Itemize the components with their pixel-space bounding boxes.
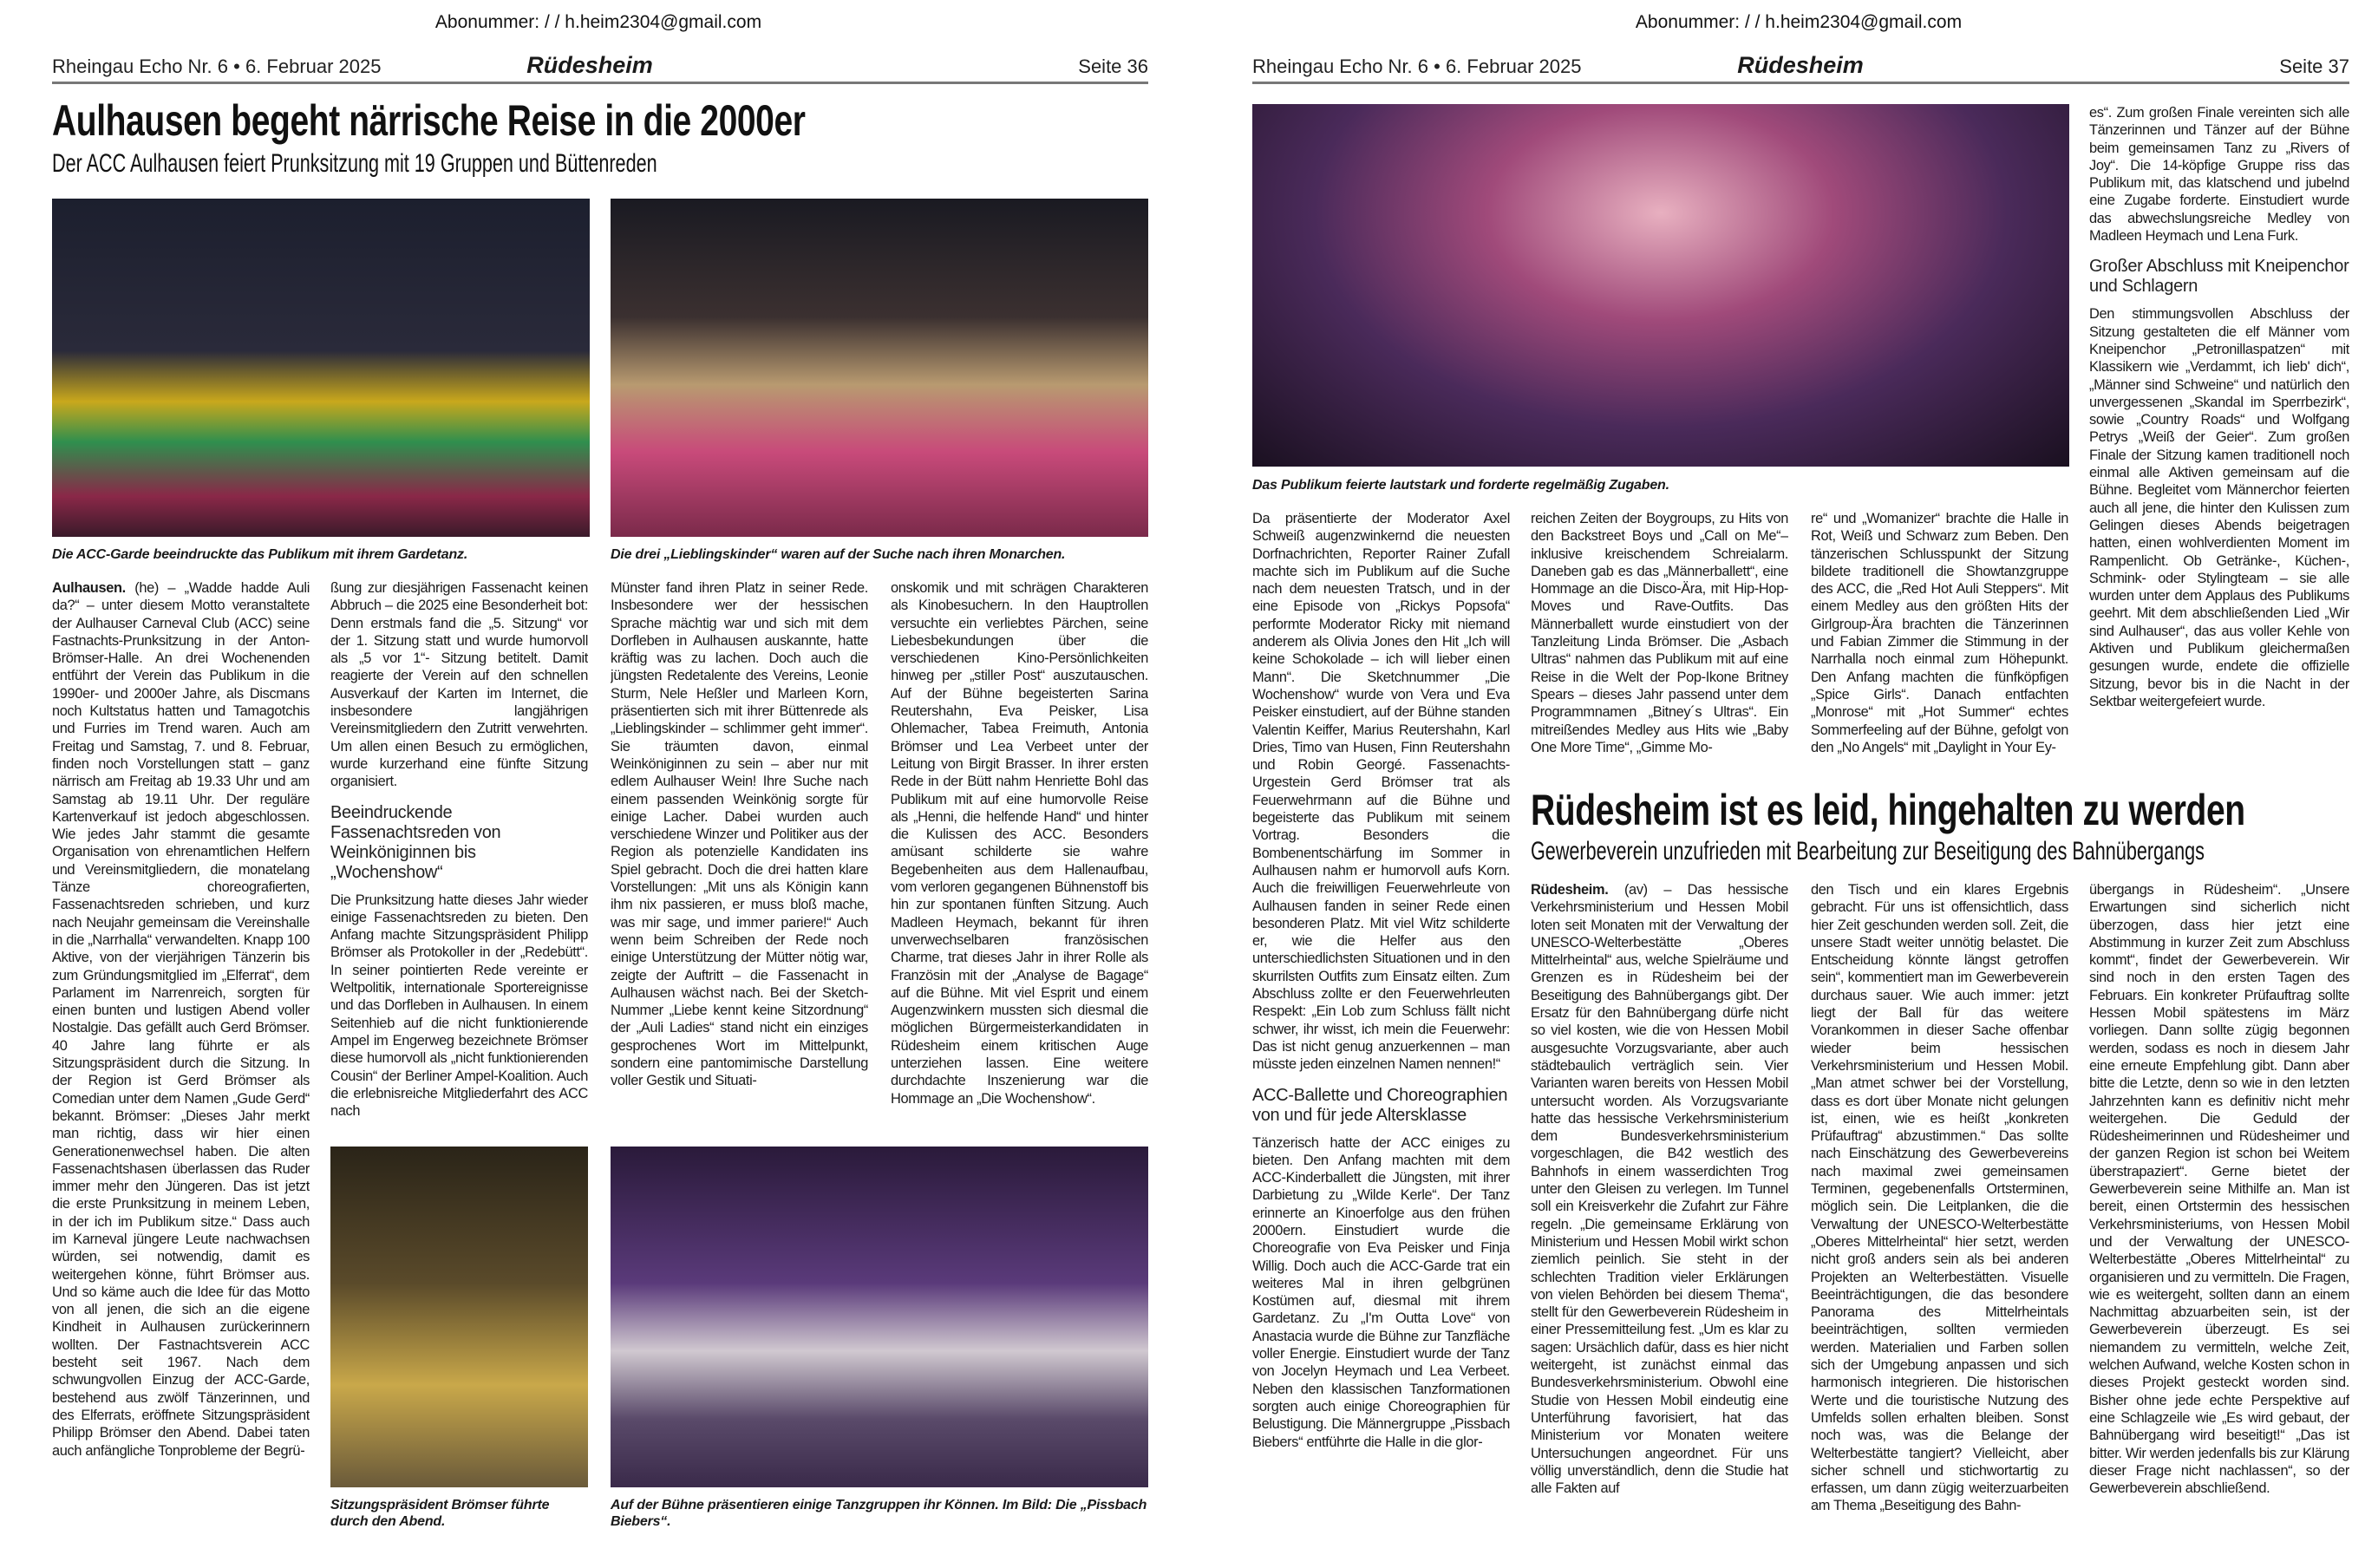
section-title: Rüdesheim xyxy=(1737,52,1864,78)
photo-audience xyxy=(1252,104,2069,467)
article-column-4: onskomik und mit schrägen Charakteren als Kinobesuchern. In den Hauptrollen versuchte ein verliebtes Pärchen, seine Liebesbekundungen über die verschiedenen Kino-Persönlichkeiten hinweg per „stiller Post“ auszutauschen. Auf der Bühne begeisterten Sarina Reutershahn, Eva Peisker, Lisa Ohlemacher, Tabea Freimuth, Antonia Brömser und Lea Verbeet unter der Leitung von Birgit Brasser. In ihrer ersten Rede in der Bütt nahm Henriette Bohl das Publikum mit auf eine humorvolle Reise als „Henni, die helfende Hand“ und hinter die Kulissen des ACC. Besonders amüsant schilderte sie wahre Begebenheiten aus dem Hallenaufbau, vom verloren gegangenen Bühnenstoff bis hin zur spontanen fünften Sitzung. Auch Madleen Heymach, bekannt für ihren unverwechselbaren französischen Charme, trat dieses Jahr in ihrer Rolle als Französin mit der „Analyse de Bagage“ auf die Bühne. Mit viel Esprit und einem Augenzwinkern mussten sich diesmal die möglichen Bürgermeisterkandidaten in Rüdesheim einem kritischen Auge unterziehen lassen. Eine weitere durchdachte Inszenierung war die Hommage an „Die Wochenshow“. xyxy=(891,580,1148,1107)
column-text: Tänzerisch hatte der ACC einiges zu bieten. Den Anfang machten mit dem ACC-Kinderballett die Jüngsten, mit ihrer Darbietung zu „Wilde Kerle“. Der Tanz erinnerte an Kinoerfolge aus den frühen 2000ern. Einstudiert wurde die Choreografie von Eva Peisker und Finja Willig. Doch auch die ACC-Garde trat ein weiteres Mal in ihren gelbgrünen Kostümen auf, diesmal mit ihrem Gardetanz. Zu „I'm Outta Love“ von Anastacia wurde die Bühne zur Tanzfläche voller Energie. Einstudiert wurde der Tanz von Jocelyn Heymach und Lea Verbeet. Neben den klassischen Tanzformationen sorgten auch einige Choreographien für Belustigung. Die Männergruppe „Pissbach Biebers“ entführte die Halle in die glor- xyxy=(1252,1134,1510,1450)
photo-garde-dance xyxy=(52,199,590,537)
photo-lieblingskinder xyxy=(611,199,1148,537)
header-rule xyxy=(52,82,1148,84)
article2-column-2: den Tisch und ein klares Ergebnis gebracht. Für uns ist offensichtlich, dass hier Zeit geschunden werden soll. Zeit, die unsere Stadt weiter unnötig belastet. Die Entscheidung könnte längst getroffen sein“, kommentiert man im Gewerbeverein durchaus sauer. Wie auch immer: jetzt liegt der Ball für das weitere Vorankommen in dieser Sache offenbar wieder beim hessischen Verkehrsministerium und Hessen Mobil. „Man atmet schwer bei der Vorstellung, dass es dort über Monate nicht gelungen ist, einen, wie es heißt „konkreten Prüfauftrag“ abzustimmen.“ Das sollte nach Einschätzung des Gewerbevereins nach maximal zwei gemeinsamen Terminen, gegebenenfalls Ortsterminen, möglich sein. Die Leitplanken, die die Verwaltung der UNESCO-Welterbestätte „Oberes Mittelrheintal“ hier setzt, werden nicht groß anders sein als bei anderen Projekten an Welterbestätten. Visuelle Beeinträchtigungen, die das besondere Panorama des Mittelrheintals beeinträchtigen, sollten vermieden werden. Materialien und Farben sollen sich der Umgebung anpassen und sich harmonisch integrieren. Die historischen Werte und die touristische Nutzung des Umfelds sollen erhalten bleiben. Sonst noch was, was die Belange der Welterbestätte tangiert? Vielleicht, aber sicher schnell und stichwortartig zu erfassen, um dann zügig weiterzuarbeiten am Thema „Beseitigung des Bahn- xyxy=(1811,882,2068,1514)
article-column-4 xyxy=(2089,104,2349,779)
masthead: Rheingau Echo Nr. 6 • 6. Februar 2025 xyxy=(1252,56,1582,77)
column-text: (he) – „Wadde hadde Auli da?“ – unter diesem Motto veranstaltete der Aulhauser Carneval Club (ACC) seine Fastnachts-Prunksitzung in der Anton-Brömser-Halle. An drei Wochenenden entführt der Verein das Publikum in die 1990er- und 2000er Jahre, als Discmans noch Kultstatus hatten und Tamagotchis und Furries im Trend waren. Auch am Freitag und Samstag, 7. und 8. Februar, finden noch Vorstellungen statt – ganz närrisch am Freitag ab 19.33 Uhr und am Samstag ab 19.11 Uhr. Der reguläre Kartenverkauf ist jedoch abgeschlossen. Wie jedes Jahr stammt die gesamte Organisation von ehrenamtlichen Helfern und Vereinsmitgliedern, die monatelang Tänze choreografierten, Fassenachtsreden schrieben, und kurz nach Neujahr gemeinsam die Vereinshalle in die „Narrhalla“ verwandelten. Knapp 100 Aktive, von der vierjährigen Tänzerin bis zum Gründungsmitglied im „Elferrat“, dem Parlament im Narrenreich, sorgten für einen bunten und lustigen Abend voller Nostalgie. Das gefällt auch Gerd Brömser. 40 Jahre lang führte er als Sitzungspräsident durch die Sitzung. In der Region ist Gerd Brömser als Comedian unter dem Namen „Gude Gerd“ bekannt. Brömser: „Dieses Jahr merkt man richtig, dass wir hier einen Generationenwechsel haben. Die alten Fassenachtshasen überlassen das Ruder immer mehr den Jüngeren. Das ist jetzt die erste Prunksitzung in meinem Leben, in der ich im Publikum sitze.“ Dass auch im Karneval jüngere Leute nachwachsen würden, sei notwendig, damit es weitergehen könne, führt Brömser aus. Und so käme auch die Idee für das Motto von all jenen, die sich an die eigene Kindheit in Aulhausen zurückerinnern wollten. Der Fastnachtsverein ACC besteht seit 1967. Nach dem schwungvollen Einzug der ACC-Garde, bestehend aus zwölf Tänzerinnen, und des Elferrats, eröffnete Sitzungspräsident Philipp Brömser den Abend. Dabei taten auch anfängliche Tonprobleme der Begrü- xyxy=(52,580,310,1459)
column-text: (av) – Das hessische Verkehrsministerium und Hessen Mobil loten seit Monaten mit der Verwaltung der UNESCO-Welterbestätte „Oberes Mittelrheintal“ aus, welche Spielräume und Grenzen es in Rüdesheim bei der Beseitigung des Bahnübergangs gibt. Der Ersatz für den Bahnübergang dürfe nicht so viel kosten, wie die von Hessen Mobil ausgesuchte Vorzugsvariante, aber auch städtebaulich verträglich sein. Vier Varianten waren bereits von Hessen Mobil untersucht worden. Als Vorzugsvariante hatte das hessische Verkehrsministerium dem Bundesverkehrsministerium vorgeschlagen, die B42 westlich des Bahnhofs in einem wasserdichten Trog unter den Gleisen zu verlegen. Im Tunnel soll ein Kreisverkehr die Zufahrt zur Fähre regeln. „Die gemeinsame Erklärung von Ministerium und Hessen Mobil wirkt schon ziemlich peinlich. Sie steht in der schlechten Tradition vieler Erklärungen von vielen Behörden bei diesem Thema“, stellt für den Gewerbeverein Rüdesheim in einer Pressemitteilung fest. „Um es klar zu sagen: Ursächlich dafür, dass es hier nicht weitergeht, ist zunächst einmal das Bundesverkehrsministerium. Obwohl eine Studie von Hessen Mobil eindeutig eine Unterführung favorisiert, hat das Ministerium vor Monaten weitere Untersuchungen angeordnet. Für uns völlig unverständlich, denn die Studie hat alle Fakten auf xyxy=(1531,882,1788,1497)
article2-column-1 xyxy=(1531,881,1788,1535)
column-subhead: ACC-Ballette und Choreographien von und für jede Altersklasse xyxy=(1252,1085,1508,1125)
subscriber-line: Abonummer: / / h.heim2304@gmail.com xyxy=(434,12,762,32)
photo-president xyxy=(330,1147,588,1487)
page-number: Seite 37 xyxy=(2279,56,2349,77)
article-headline: Aulhausen begeht närrische Reise in die 2000er xyxy=(52,96,806,145)
column-subhead: Großer Abschluss mit Kneipenchor und Schlagern xyxy=(2089,257,2349,297)
photo-caption: Auf der Bühne präsentieren einige Tanzgruppen ihr Können. Im Bild: Die „Pissbach Biebers“. xyxy=(611,1498,1147,1529)
column-text: Da präsentierte der Moderator Axel Schweiß augenzwinkernd die neuesten Dorfnachrichten, Reporter Rainer Zufall machte sich im Publikum auf die Suche nach dem neuesten Tratsch, und in der eine Episode von „Rickys Popsofa“ performte Moderator Ricky mit niemand anderem als Olivia Jones den Hit „Ich will keine Schokolade – ich will lieber einen Mann“. Die Sketchnummer „Die Wochenshow“ wurde von Vera und Eva Peisker einstudiert, auf der Bühne standen Valentin Keiffer, Marius Reutershahn, Karl Dries, Timo van Husen, Finn Reutershahn und Robin Georgé. Fassenachts-Urgestein Gerd Brömser trat als Feuerwehrmann auf die Bühne und begeisterte das Publikum mit seinem Vortrag. Besonders die Bombenentschärfung im Sommer in Aulhausen nahm er humorvoll aufs Korn. Auch die freiwilligen Feuerwehrleute von Aulhausen fanden in seiner Rede einen besonderen Platz. Mit viel Witz schilderte er, wie die Helfer aus den unterschiedlichsten Situationen und in den skurrilsten Outfits zum Einsatz eilten. Zum Abschluss zollte er den Feuerwehrleuten Respekt: „Ein Lob zum Schluss fällt nicht schwer, ihr wisst, ich mein die Feuerwehr: Das ist nicht genug anzuerkennen – man müsste jeden einzelnen Namen nennen!“ xyxy=(1252,511,1510,1073)
column-text: Die Prunksitzung hatte dieses Jahr wieder einige Fassenachtsreden zu bieten. Den Anfang machte Sitzungspräsident Philipp Brömser als Protokoller in der „Redebütt“. In seiner pointierten Rede vereinte er Weltpolitik, internationale Sportereignisse und das Dorfleben in Aulhausen. In einem Seitenhieb auf die nicht funktionierende Ampel im Engerweg bezeichnete Brömser diese humorvoll als „nicht funktionierenden Cousin“ der Berliner Ampel-Koalition. Auch die erlebnisreiche Mitgliederfahrt des ACC nach xyxy=(330,892,588,1120)
header-rule xyxy=(1252,82,2349,84)
page-number: Seite 36 xyxy=(1078,56,1148,77)
photo-caption: Sitzungspräsident Brömser führte durch den Abend. xyxy=(330,1498,550,1529)
masthead: Rheingau Echo Nr. 6 • 6. Februar 2025 xyxy=(52,56,382,77)
article2-subheadline: Gewerbeverein unzufrieden mit Bearbeitung zur Beseitigung des Bahnübergangs xyxy=(1531,837,2205,866)
photo-caption: Die drei „Lieblingskinder“ waren auf der Suche nach ihren Monarchen. xyxy=(611,547,1066,562)
article-column-3: re“ und „Womanizer“ brachte die Halle in Rot, Weiß und Schwarz zum Beben. Den tänzerischen Schlusspunkt der Sitzung bildete traditionell die Showtanzgruppe des ACC, die „Red Hot Auli Steppers“. Mit einem Medley aus den größten Hits der Girlgroup-Ära brachten die Tänzerinnen und Fabian Zimmer die Stimmung in der Narrhalla noch einmal zum Höhepunkt. Den Anfang machten die fünfköpfigen „Spice Girls“. Danach entfachten „Monrose“ mit „Hot Summer“ echtes Sommerfeeling auf der Bühne, gefolgt von den „No Angels“ mit „Daylight in Your Ey- xyxy=(1811,511,2068,755)
section-title: Rüdesheim xyxy=(526,52,653,78)
column-text: es“. Zum großen Finale vereinten sich alle Tänzerinnen und Tänzer auf der Bühne beim gemeinsamen Tanz zu „Rivers of Joy“. Die 14-köpfige Gruppe riss das Publikum mit, das klatschend und jubelnd eine Zugabe forderte. Einstudiert wurde das abwechslungsreiche Medley von Madleen Heymach und Lena Furk. xyxy=(2089,105,2349,245)
article-column-1 xyxy=(1252,510,1510,1535)
article-column-1 xyxy=(52,579,310,1535)
article-column-2: reichen Zeiten der Boygroups, zu Hits von den Backstreet Boys und „Call on Me“– inklusive kreischendem Schreialarm. Daneben gab es das „Männerballett“, eine Hommage an die Disco-Ära, mit Hip-Hop-Moves und Rave-Outfits. Das Männerballett wurde einstudiert von der Tanzleitung Linda Brömser. Die „Asbach Ultras“ nahmen das Publikum mit auf eine Reise in die Welt der Pop-Ikone Britney Spears – dieses Jahr passend unter dem Programmnamen „Bitney´s Ultras“. Ein mitreißendes Medley aus Hits wie „Baby One More Time“, „Gimme Mo- xyxy=(1531,511,1788,755)
photo-caption: Die ACC-Garde beeindruckte das Publikum mit ihrem Gardetanz. xyxy=(52,547,468,562)
column-text: Den stimmungsvollen Abschluss der Sitzung gestalteten die elf Männer vom Kneipenchor „Petronillaspatzen“ mit Klassikern wie „Verdammt, ich lieb' dich“, „Männer sind Schweine“ und natürlich den unvergessenen „Skandal im Sperrbezirk“, sowie „Country Roads“ und Wolfgang Petrys „Weiß der Geier“. Zum großen Finale der Sitzung kamen traditionell noch einmal alle Aktiven gemeinsam auf die Bühne. Begleitet vom Männerchor feierten auch all jene, die hinter den Kulissen zum Gelingen dieses Abends beigetragen hatten, einen wohlverdienten Moment im Rampenlicht. Ob Getränke-, Küchen-, Schmink- oder Stylingteam – sie alle wurden unter dem Applaus des Publikums geehrt. Mit dem abschließenden Lied „Wir sind Aulhauser“, das aus voller Kehle von Aktiven und Publikum gleichermaßen gesungen wurde, endete die offizielle Sitzung, bevor bis in die Nacht in der Sektbar weitergefeiert wurde. xyxy=(2089,306,2349,709)
subscriber-line: Abonummer: / / h.heim2304@gmail.com xyxy=(1635,12,1963,32)
column-text: ßung zur diesjährigen Fassenacht keinen Abbruch – die 2025 eine Besonderheit bot: Denn erstmals fand die „5. Sitzung“ vor der 1. Sitzung statt und wurde humorvoll als „5 vor 1“- Sitzung betitelt. Damit reagierte der Verein auf den schnellen Ausverkauf der Karten im Internet, die insbesondere langjährigen Vereinsmitgliedern den Zutritt verwehrten. Um allen einen Besuch zu ermöglichen, wurde kurzerhand eine fünfte Sitzung organisiert. xyxy=(330,580,588,790)
article-column-3: Münster fand ihren Platz in seiner Rede. Insbesondere wer der hessischen Sprache mächtig war und sich mit dem Dorfleben in Aulhausen auskannte, hatte kräftig was zu lachen. Doch auch die jüngsten Redetalente des Vereins, Leonie Sturm, Nele Heßler und Marleen Korn, präsentierten sich mit ihrer Büttenrede als „Lieblingskinder – schlimmer geht immer“. Sie träumten davon, einmal Weinköniginnen zu sein – aber nur mit edlem Aulhauser Wein! Ihre Suche nach einem passenden Weinkönig sorgte für einige Lacher. Dabei wurden auch verschiedene Winzer und Politiker aus der Region als potenzielle Kandidaten ins Spiel gebracht. Doch die drei hatten klare Vorstellungen: „Mit uns als Königin kann ihm nix passieren, er muss bloß mache, was mir sage, und immer pariere!“ Auch wenn beim Schreiben der Rede noch einige Unterstützung der Mütter nötig war, zeigte der Auftritt – die Fassenacht in Aulhausen wächst nach. Bei der Sketch-Nummer „Liebe kennt keine Sitzordnung“ der „Auli Ladies“ stand nicht ein einziges gesprochenes Wort im Mittelpunkt, sondern eine pantomimische Darstellung voller Gestik und Situati- xyxy=(611,580,868,1089)
column-subhead: Beeindruckende Fassenachtsreden von Weinköniginnen bis „Wochenshow“ xyxy=(330,802,501,882)
dateline: Aulhausen. xyxy=(52,580,126,596)
photo-pissbach-biebers xyxy=(611,1147,1148,1487)
article-column-2 xyxy=(330,579,588,1134)
photo-caption: Das Publikum feierte lautstark und forderte regelmäßig Zugaben. xyxy=(1252,478,1669,493)
article-subheadline: Der ACC Aulhausen feiert Prunksitzung mit 19 Gruppen und Büttenreden xyxy=(52,149,657,178)
dateline: Rüdesheim. xyxy=(1531,882,1609,898)
article2-column-3: übergangs in Rüdesheim“. „Unsere Erwartungen sind sicherlich nicht überzogen, dass hier jetzt eine Abstimmung in kurzer Zeit zum Abschluss kommt“, findet der Gewerbeverein. Wir sind noch in den ersten Tagen des Februars. Ein konkreter Prüfauftrag sollte Hessen Mobil spätestens im März vorliegen. Dann sollte zügig begonnen werden, sodass es noch in diesem Jahr eine erneute Empfehlung gibt. Dann aber bitte die Letzte, denn so wie in den letzten Jahrzehnten kann es definitiv nicht mehr weitergehen. Die Geduld der Rüdesheimerinnen und Rüdesheimer und der ganzen Region ist schon bei Weitem überstrapaziert“. Gerne bietet der Gewerbeverein seine Mithilfe an. Man ist bereit, einen Ortstermin des hessischen Verkehrsministeriums, von Hessen Mobil und der Verwaltung der UNESCO-Welterbestätte „Oberes Mittelrheintal“ zu organisieren und zu vermitteln. Die Fragen, wie es weitergeht, sollten dann an einem Nachmittag abzuarbeiten sein, ist der Gewerbeverein überzeugt. Es sei niemandem zu vermitteln, welche Zeit, welchen Aufwand, welche Kosten schon in dieses Projekt gesteckt worden sind. Bisher ohne jede echte Perspektive auf eine Schlagzeile wie „Es wird gebaut, der Bahnübergang wird beseitigt!“ „Das ist bitter. Wir werden jedenfalls bis zur Klärung dieser Frage nicht nachlassen“, so der Gewerbeverein abschließend. xyxy=(2089,882,2349,1497)
article2-headline: Rüdesheim ist es leid, hingehalten zu werden xyxy=(1531,786,2245,834)
